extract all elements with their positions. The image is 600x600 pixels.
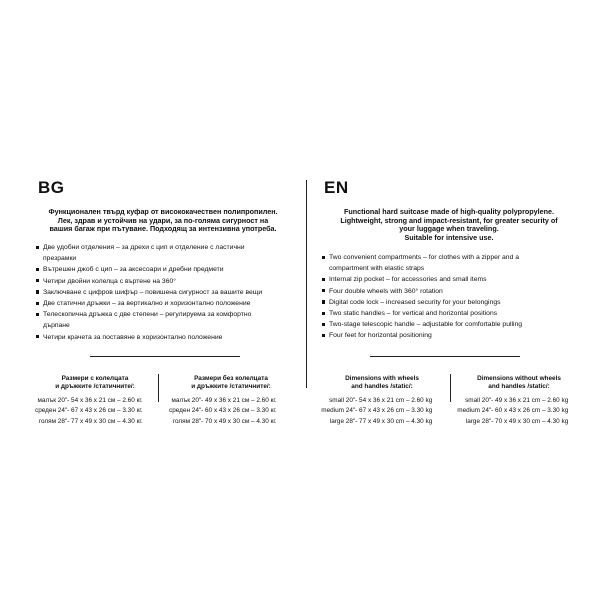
- bg-column: [32, 178, 292, 425]
- dims-row: [318, 396, 446, 407]
- en-feature-item-continuation: [322, 263, 522, 274]
- en-feature-text: Digital code lock – increased security for your belongings: [329, 298, 501, 306]
- bullet-square-icon: [36, 246, 39, 249]
- dims-size-label: среден: [35, 407, 56, 415]
- bg-intro-line: Лек, здрав и устойчив на удари, за по-голяма сигурност на: [57, 215, 269, 225]
- en-intro: [318, 208, 580, 242]
- dims-size-value: 24"- 67 x 43 x 26 см – 3.30 кг.: [57, 407, 143, 415]
- dims-size-label: голям: [38, 417, 56, 425]
- en-divider: [370, 356, 520, 357]
- bg-feature-item: [36, 242, 262, 253]
- en-dims-without-wheels: [454, 375, 584, 427]
- bg-language-heading: BG: [38, 178, 65, 197]
- bg-feature-text: презрамки: [43, 255, 77, 263]
- bullet-square-icon: [322, 334, 325, 337]
- dims-size-value: 20"- 54 x 36 x 21 cm – 2.60 kg: [345, 396, 433, 404]
- en-dims-with-title: [318, 375, 446, 391]
- en-feature-list: [322, 252, 522, 342]
- dims-size-value: 24"- 60 x 43 x 26 см – 3.30 кг.: [191, 407, 277, 415]
- en-dims-without-rows: [454, 396, 584, 428]
- dims-size-label: малък: [37, 396, 56, 404]
- en-feature-text: Four feet for horizontal positioning: [329, 332, 432, 340]
- bg-feature-list: [36, 242, 262, 343]
- bullet-square-icon: [36, 313, 39, 316]
- bg-feature-item-continuation: [36, 320, 262, 331]
- dims-size-label: large: [329, 417, 344, 425]
- dims-size-value: 28"- 70 x 49 x 30 cm – 4.30 kg: [481, 417, 569, 425]
- bg-dims-without-wheels: [166, 375, 296, 427]
- en-feature-item: [322, 286, 522, 297]
- bg-intro-line: вашия багаж при пътуване. Подходящ за интензивна употреба.: [49, 224, 277, 234]
- en-feature-text: Four double wheels with 360° rotation: [329, 287, 443, 295]
- bg-feature-text: Две удобни отделения – за дрехи с цип и отделение с ластични: [43, 244, 245, 251]
- bg-feature-item: [36, 264, 262, 275]
- bg-intro: [32, 208, 294, 234]
- bg-feature-text: Четири крачета за поставяне в хоризонтално положение: [43, 333, 223, 341]
- bg-feature-text: Вътрешен джоб с цип – за аксесоари и дребни предмети: [43, 266, 224, 274]
- bullet-square-icon: [36, 290, 39, 293]
- bullet-square-icon: [322, 289, 325, 292]
- bg-feature-item: [36, 309, 262, 320]
- dims-size-value: 28"- 77 x 49 x 30 cm – 4.30 kg: [345, 417, 433, 425]
- dims-row: [454, 417, 584, 428]
- en-intro-line: Suitable for intensive use.: [404, 232, 494, 242]
- dims-size-label: среден: [169, 407, 190, 415]
- dims-title-line: and handles /static/:: [351, 382, 413, 390]
- en-feature-item: [322, 252, 522, 263]
- dims-size-label: голям: [172, 417, 190, 425]
- bg-feature-text: Четири двойни колелца с въртене на 360°: [43, 277, 176, 285]
- en-feature-text: Two static handles – for vertical and horizontal positions: [329, 310, 498, 318]
- dims-size-label: medium: [457, 407, 480, 415]
- dims-size-value: 28"- 70 x 49 x 30 см – 4.30 кг.: [191, 417, 277, 425]
- dims-row: [32, 406, 158, 417]
- bg-feature-item: [36, 332, 262, 343]
- bullet-square-icon: [322, 312, 325, 315]
- en-dims-without-title: [454, 375, 584, 391]
- dims-title-line: и дръжките /статичните/:: [191, 382, 271, 390]
- dims-size-value: 20"- 49 x 36 x 21 см – 2.60 кг.: [191, 396, 277, 404]
- en-dims-with-rows: [318, 396, 446, 428]
- en-column: [318, 178, 580, 425]
- bg-dimensions-separator: [158, 374, 159, 402]
- bullet-square-icon: [322, 323, 325, 326]
- dims-row: [166, 406, 296, 417]
- en-intro-line: your luggage when traveling.: [399, 224, 499, 234]
- dims-size-value: 20"- 49 x 36 x 21 cm – 2.60 kg: [481, 396, 569, 404]
- dims-title-line: Dimensions with wheels: [345, 375, 419, 382]
- bg-intro-line: Функционален твърд куфар от висококачествен полипропилен.: [48, 207, 278, 216]
- bg-feature-item: [36, 276, 262, 287]
- en-feature-item: [322, 274, 522, 285]
- dims-row: [454, 396, 584, 407]
- en-dimensions-separator: [450, 374, 451, 402]
- bullet-square-icon: [36, 268, 39, 271]
- dims-row: [318, 417, 446, 428]
- en-feature-text: Internal zip pocket – for accessories and small items: [329, 276, 487, 284]
- en-language-heading: EN: [324, 178, 349, 197]
- dims-title-line: and handles /static/:: [488, 382, 550, 390]
- dims-row: [454, 406, 584, 417]
- bg-feature-item-continuation: [36, 253, 262, 264]
- bullet-square-icon: [322, 300, 325, 303]
- en-feature-text: compartment with elastic straps: [329, 265, 425, 273]
- bullet-square-icon: [322, 256, 325, 259]
- dims-size-label: малък: [171, 396, 190, 404]
- en-feature-item: [322, 319, 522, 330]
- bullet-square-icon: [322, 278, 325, 281]
- dims-size-value: 24"- 60 x 43 x 26 cm – 3.30 kg: [481, 407, 569, 415]
- bg-feature-text: Две статични дръжки – за вертикално и хоризонтално положение: [43, 300, 251, 308]
- bg-dims-without-rows: [166, 396, 296, 428]
- dims-row: [166, 417, 296, 428]
- dims-size-label: medium: [321, 407, 344, 415]
- bg-feature-item: [36, 298, 262, 309]
- dims-size-label: small: [329, 396, 344, 404]
- en-feature-text: Two convenient compartments – for clothes with a zipper and a: [329, 254, 520, 261]
- en-feature-item: [322, 330, 522, 341]
- dims-title-line: Dimensions without wheels: [477, 375, 561, 382]
- dims-row: [318, 406, 446, 417]
- bg-feature-text: Заключване с цифров шифър – повишена сигурност за вашите вещи: [43, 288, 263, 296]
- bg-dims-with-rows: [32, 396, 158, 428]
- en-dims-with-wheels: [318, 375, 446, 427]
- dims-size-label: large: [465, 417, 480, 425]
- bullet-square-icon: [36, 335, 39, 338]
- bg-dims-without-title: [166, 375, 296, 391]
- dims-size-value: 28"- 77 x 49 x 30 см – 4.30 кг.: [57, 417, 143, 425]
- bg-divider: [90, 356, 240, 357]
- bg-feature-text: Телескопична дръжка с две степени – регулируема за комфортно: [43, 311, 252, 319]
- bg-feature-item: [36, 287, 262, 298]
- dims-row: [166, 396, 296, 407]
- bg-dims-with-title: [32, 375, 158, 391]
- bg-dims-with-wheels: [32, 375, 158, 427]
- dims-row: [32, 417, 158, 428]
- dims-title-line: Размери без колелцата: [194, 375, 268, 382]
- en-feature-item: [322, 308, 522, 319]
- bullet-square-icon: [36, 302, 39, 305]
- en-intro-line: Lightweight, strong and impact-resistant, for greater security of: [340, 215, 558, 225]
- dims-title-line: и дръжките /статичните/:: [55, 382, 135, 390]
- dims-size-value: 20"- 54 x 36 x 21 см – 2.60 кг.: [57, 396, 143, 404]
- dims-size-label: small: [465, 396, 480, 404]
- bullet-square-icon: [36, 279, 39, 282]
- dims-size-value: 24"- 67 x 43 x 26 cm – 3.30 kg: [345, 407, 433, 415]
- dims-title-line: Размери с колелцата: [61, 375, 129, 382]
- bg-feature-text: дърпане: [43, 322, 70, 330]
- en-feature-item: [322, 297, 522, 308]
- en-feature-text: Two-stage telescopic handle – adjustable for comfortable pulling: [329, 321, 523, 329]
- en-intro-line: Functional hard suitcase made of high-quality polypropylene.: [343, 207, 555, 216]
- dims-row: [32, 396, 158, 407]
- language-column-separator: [306, 180, 307, 388]
